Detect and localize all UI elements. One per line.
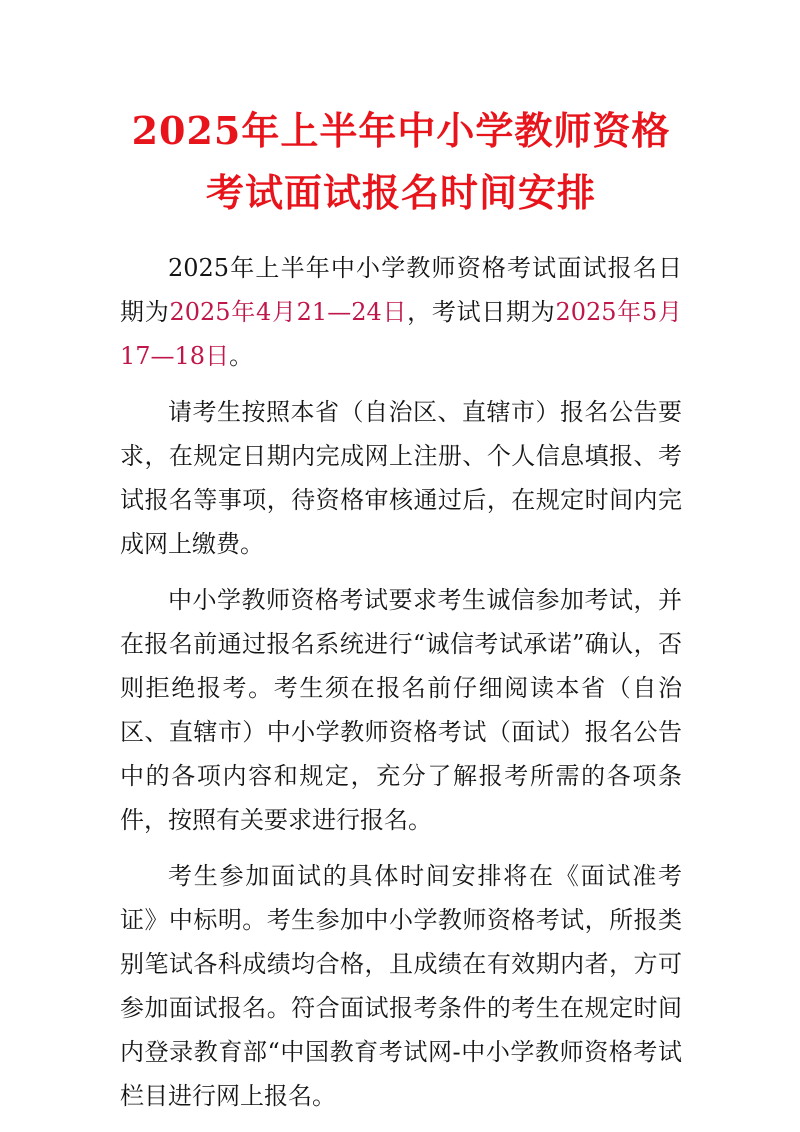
paragraph-interview-eligibility: 考生参加面试的具体时间安排将在《面试准考证》中标明。考生参加中小学教师资格考试，所报类别笔试各科成绩均合格，且成绩在有效期内者，方可参加面试报名。符合面试报考条件的考生在规定时间内登录教育部“中国教育考试网-中小学教师资格考试栏目进行网上报名。 bbox=[120, 862, 682, 1110]
title-line-2: 考试面试报名时间安排 bbox=[205, 170, 596, 215]
paragraph-dates-text-b: ，考试日期为 bbox=[407, 298, 556, 326]
paragraph-registration-steps: 请考生按照本省（自治区、直辖市）报名公告要求，在规定日期内完成网上注册、个人信息填报、考试报名等事项，待资格审核通过后，在规定时间内完成网上缴费。 bbox=[120, 398, 682, 558]
exam-dates: 2025年5月17—18日 bbox=[120, 298, 682, 370]
paragraph-dates-text-c: 。 bbox=[229, 342, 254, 370]
paragraph-dates bbox=[120, 246, 682, 378]
paragraph-dates-text-a: 2025年上半年中小学教师资格考试面试报名日期为 bbox=[120, 254, 682, 326]
title-line-1: 2025年上半年中小学教师资格 bbox=[131, 108, 671, 153]
document-title bbox=[120, 100, 682, 224]
registration-dates: 2025年4月21—24日 bbox=[169, 298, 408, 326]
paragraph-integrity-commitment: 中小学教师资格考试要求考生诚信参加考试，并在报名前通过报名系统进行“诚信考试承诺”确认，否则拒绝报考。考生须在报名前仔细阅读本省（自治区、直辖市）中小学教师资格考试（面试）报名公告中的各项内容和规定，充分了解报考所需的各项条件，按照有关要求进行报名。 bbox=[120, 586, 682, 834]
document-body bbox=[120, 246, 682, 1118]
